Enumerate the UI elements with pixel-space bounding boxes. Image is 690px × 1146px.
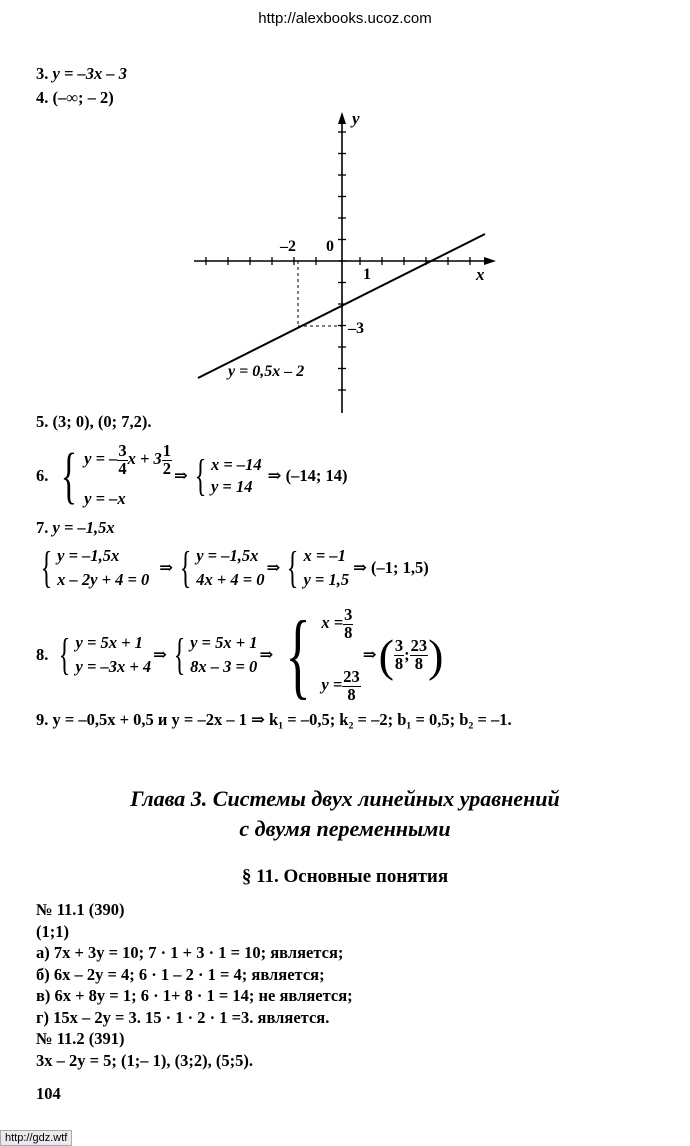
fraction-numerator: 3 (344, 605, 353, 624)
fraction-denominator: 8 (344, 622, 353, 642)
system-7-c-row1: x = –1 (303, 546, 346, 565)
system-7-c (303, 546, 349, 590)
implies-arrow: ⇒ (362, 645, 377, 664)
chapter-title-line1: Глава 3. Системы двух линейных уравнений (130, 786, 560, 811)
system-7-b-row2: 4x + 4 = 0 (196, 570, 265, 589)
answer-7-number: 7. (36, 518, 49, 537)
answer-6-number: 6. (36, 466, 49, 485)
system-6-row2: y = –x (84, 489, 126, 508)
x-axis-arrow-icon (484, 257, 496, 265)
system-6-left (84, 443, 172, 509)
system-6-solution (211, 455, 262, 497)
fraction-numerator: 1 (162, 441, 172, 460)
answer-5 (36, 412, 151, 432)
brace-icon: { (179, 543, 192, 592)
solution-y: y = 14 (210, 477, 253, 496)
problem-line: 3x – 2y = 5; (1;– 1), (3;2), (5;5). (36, 1050, 253, 1070)
fraction-denominator: 8 (414, 653, 424, 673)
system-7-a (57, 546, 149, 590)
brace-icon: { (194, 451, 207, 500)
answer-8 (36, 601, 444, 708)
line-graph (180, 108, 510, 418)
answer-4-number: 4. (36, 88, 49, 107)
answer-4 (36, 88, 114, 108)
system-7-b (196, 546, 264, 590)
problem-line: (1;1) (36, 921, 69, 941)
brace-icon: { (287, 543, 299, 592)
paren-close-icon: ) (428, 629, 444, 681)
tick-label-one: 1 (363, 266, 371, 283)
answer-8-number: 8. (36, 645, 49, 664)
result-separator: ; (404, 645, 410, 664)
footer-link[interactable]: http://gdz.wtf (0, 1130, 72, 1146)
chapter-title-line2: с двумя переменными (239, 816, 451, 841)
answer-7-equation: y = –1,5x (52, 518, 115, 537)
answer-9-number: 9. (36, 710, 49, 729)
tick-label-minus3: –3 (348, 320, 364, 337)
system-8-a-row1: y = 5x + 1 (75, 633, 143, 652)
section-title: § 11. Основные понятия (241, 866, 449, 887)
answer-7-systems (36, 542, 429, 594)
fraction-denominator: 8 (347, 684, 356, 704)
problem-line: № 11.2 (391) (36, 1029, 125, 1048)
answer-6-result: ⇒ (–14; 14) (267, 466, 348, 485)
system-8-a-row2: y = –3x + 4 (75, 657, 152, 676)
fraction-denominator: 4 (118, 458, 127, 478)
implies-arrow: ⇒ (266, 558, 281, 577)
answer-3-number: 3. (36, 64, 49, 83)
brace-icon: { (285, 601, 312, 708)
fraction-denominator: 2 (162, 458, 172, 478)
answer-3-text: y = –3x – 3 (52, 64, 127, 83)
brace-icon: { (59, 630, 71, 679)
problem-line: б) 6x – 2y = 4; 6 · 1 – 2 · 1 = 4; является; (36, 964, 325, 984)
solution-x-label: x = (321, 612, 344, 632)
x-axis-label: x (476, 265, 485, 284)
source-url: http://alexbooks.ucoz.com (258, 10, 432, 27)
answer-5-text: (3; 0), (0; 7,2). (52, 412, 152, 431)
solution-x: x = –14 (210, 455, 262, 474)
answer-9 (36, 710, 512, 730)
problem-line: а) 7x + 3y = 10; 7 · 1 + 3 · 1 = 10; является; (36, 943, 344, 962)
problem-line: г) 15x – 2y = 3. 15 · 1 · 2 · 1 =3. является. (36, 1007, 330, 1027)
line-equation-label: y = 0,5x – 2 (228, 363, 305, 380)
implies-arrow: ⇒ (259, 645, 274, 664)
brace-icon: { (40, 543, 53, 592)
answer-9-text: y = –0,5x + 0,5 и y = –2x – 1 ⇒ k₁ = –0,5; k₂ = –2; b₁ = 0,5; b₂ = –1. (52, 710, 512, 729)
fraction-numerator: 23 (343, 667, 360, 686)
answer-5-number: 5. (36, 412, 49, 431)
y-axis-arrow-icon (338, 112, 346, 124)
system-8-c (321, 607, 360, 703)
result-fraction-1 (394, 638, 404, 672)
problem-line: № 11.1 (390) (36, 900, 125, 919)
result-fraction-2 (410, 638, 429, 672)
system-8-b-row1: y = 5x + 1 (190, 633, 258, 652)
tick-label-minus2: –2 (280, 238, 296, 255)
system-7-b-row1: y = –1,5x (196, 546, 259, 565)
system-8-b-row2: 8x – 3 = 0 (190, 657, 258, 676)
solution-y-label: y = (321, 674, 343, 694)
brace-icon: { (61, 442, 78, 510)
implies-arrow: ⇒ (174, 466, 188, 485)
system-8-a (76, 633, 152, 677)
tick-label-zero: 0 (326, 238, 334, 255)
system-7-a-row1: y = –1,5x (57, 546, 120, 565)
answer-3 (36, 64, 127, 84)
implies-arrow: ⇒ (159, 558, 174, 577)
problem-line: в) 6x + 8y = 1; 6 · 1+ 8 · 1 = 14; не является; (36, 986, 353, 1005)
answer-7-heading (36, 518, 115, 538)
system-6-row1-start: y = – (84, 448, 118, 468)
system-8-b (190, 633, 257, 677)
answer-4-text: (–∞; – 2) (52, 88, 114, 107)
fraction-denominator: 8 (394, 653, 404, 673)
y-axis-label: y (352, 109, 360, 128)
system-7-c-row2: y = 1,5 (303, 570, 350, 589)
paren-open-icon: ( (378, 629, 394, 681)
brace-icon: { (173, 630, 186, 679)
implies-arrow: ⇒ (153, 645, 167, 664)
system-6-row1-middle: x + 3 (127, 448, 162, 468)
system-7-a-row2: x – 2y + 4 = 0 (57, 570, 150, 589)
answer-7-result: ⇒ (–1; 1,5) (353, 558, 429, 577)
fraction-numerator: 3 (118, 441, 127, 460)
page-number: 104 (36, 1084, 61, 1103)
fraction-numerator: 23 (410, 636, 428, 655)
fraction-numerator: 3 (394, 636, 404, 655)
answer-6 (36, 440, 347, 512)
